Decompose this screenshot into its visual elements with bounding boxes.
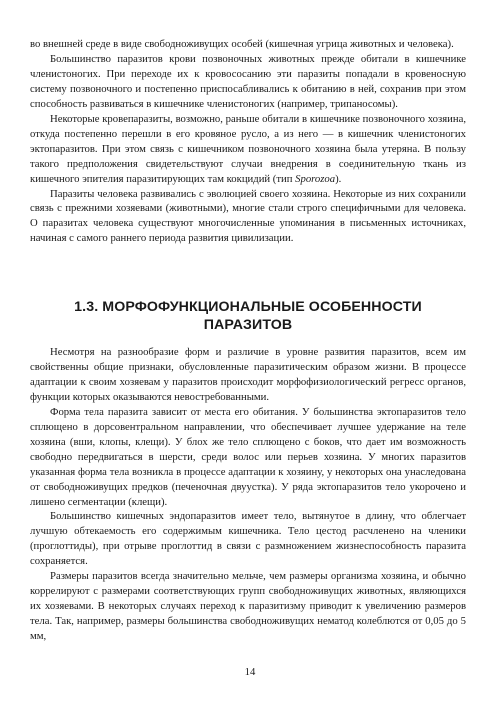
paragraph: Большинство паразитов крови позвоночных животных прежде обитали в кишечнике членистоногих. При переходе их к кровососанию эти паразиты попадали в кровеносную систему позвоночного и постепенно приспосабливались к обитанию в ней, сохранив при этом способность развиваться в кишечнике членистоногих (например, трипаносомы). bbox=[30, 52, 466, 110]
paragraph: Несмотря на разнообразие форм и различие в уровне развития паразитов, всем им свойственны общие признаки, обусловленные паразитическим образом жизни. В процессе адаптации к своим хозяевам у паразитов происходит морфофизиологический регресс органов, функции которых оказываются невостребованными. bbox=[30, 346, 466, 403]
paragraph: Форма тела паразита зависит от места его обитания. У большинства эктопаразитов тело сплющено в дорсовентральном направлении, что обеспечивает лучшее удержание на теле хозяина (вши, клопы, клещи). У блох же тело сплющено с боков, что дает им возможность свободно передвигаться в шерсти, среди волос или перьев хозяина. У многих паразитов указанная форма тела возникла в процессе адаптации к хозяину, у некоторых она унаследована от свободноживущих предков (печеночная двуустка). У ряда эктопаразитов тело укорочено и лишено сегментации (клещи). bbox=[30, 405, 466, 508]
paragraph: во внешней среде в виде свободноживущих особей (кишечная угрица животных и человека). bbox=[30, 38, 454, 50]
paragraph: Большинство кишечных эндопаразитов имеет тело, вытянутое в длину, что облегчает лучшую обтекаемость его содержимым кишечника. Тело цестод расчленено на членики (проглоттиды), при отрыве проглоттид в связи с размножением жизнеспособность паразита сохраняется. bbox=[30, 510, 466, 568]
paragraph: Паразиты человека развивались с эволюцией своего хозяина. Некоторые из них сохранили связь с прежними хозяевами (животными), многие стали строго специфичными для человека. О паразитах человека существуют многочисленные упоминания в письменных источниках, начиная с самого раннего периода развития цивилизации. bbox=[30, 187, 466, 245]
paragraph: Размеры паразитов всегда значительно мельче, чем размеры организма хозяина, и обычно коррелируют с размерами соответствующих групп свободноживущих животных, являющихся их хозяевами. В некоторых случаях переход к паразитизму приводит к увеличению размеров тела. Так, например, размеры большинства свободноживущих нематод колеблются от 0,05 до 5 мм, bbox=[30, 570, 466, 643]
page-number: 14 bbox=[244, 666, 256, 678]
intro-text-block bbox=[30, 37, 466, 246]
paragraph: Некоторые кровепаразиты, возможно, раньше обитали в кишечнике позвоночного хозяина, откуда постепенно перешли в его кровяное русло, а из него — в кишечник членистоногих эктопаразитов. При этом связь с кишечником позвоночного хозяина была утеряна. В пользу такого предположения свидетельствуют случаи внедрения в соединительную ткань из кишечного эпителия паразитирующих там кокцидий (тип Sporozoa). bbox=[30, 112, 466, 185]
section-heading: 1.3. МОРФОФУНКЦИОНАЛЬНЫЕ ОСОБЕННОСТИ ПАРАЗИТОВ bbox=[74, 299, 422, 333]
section-text-block bbox=[30, 345, 466, 644]
